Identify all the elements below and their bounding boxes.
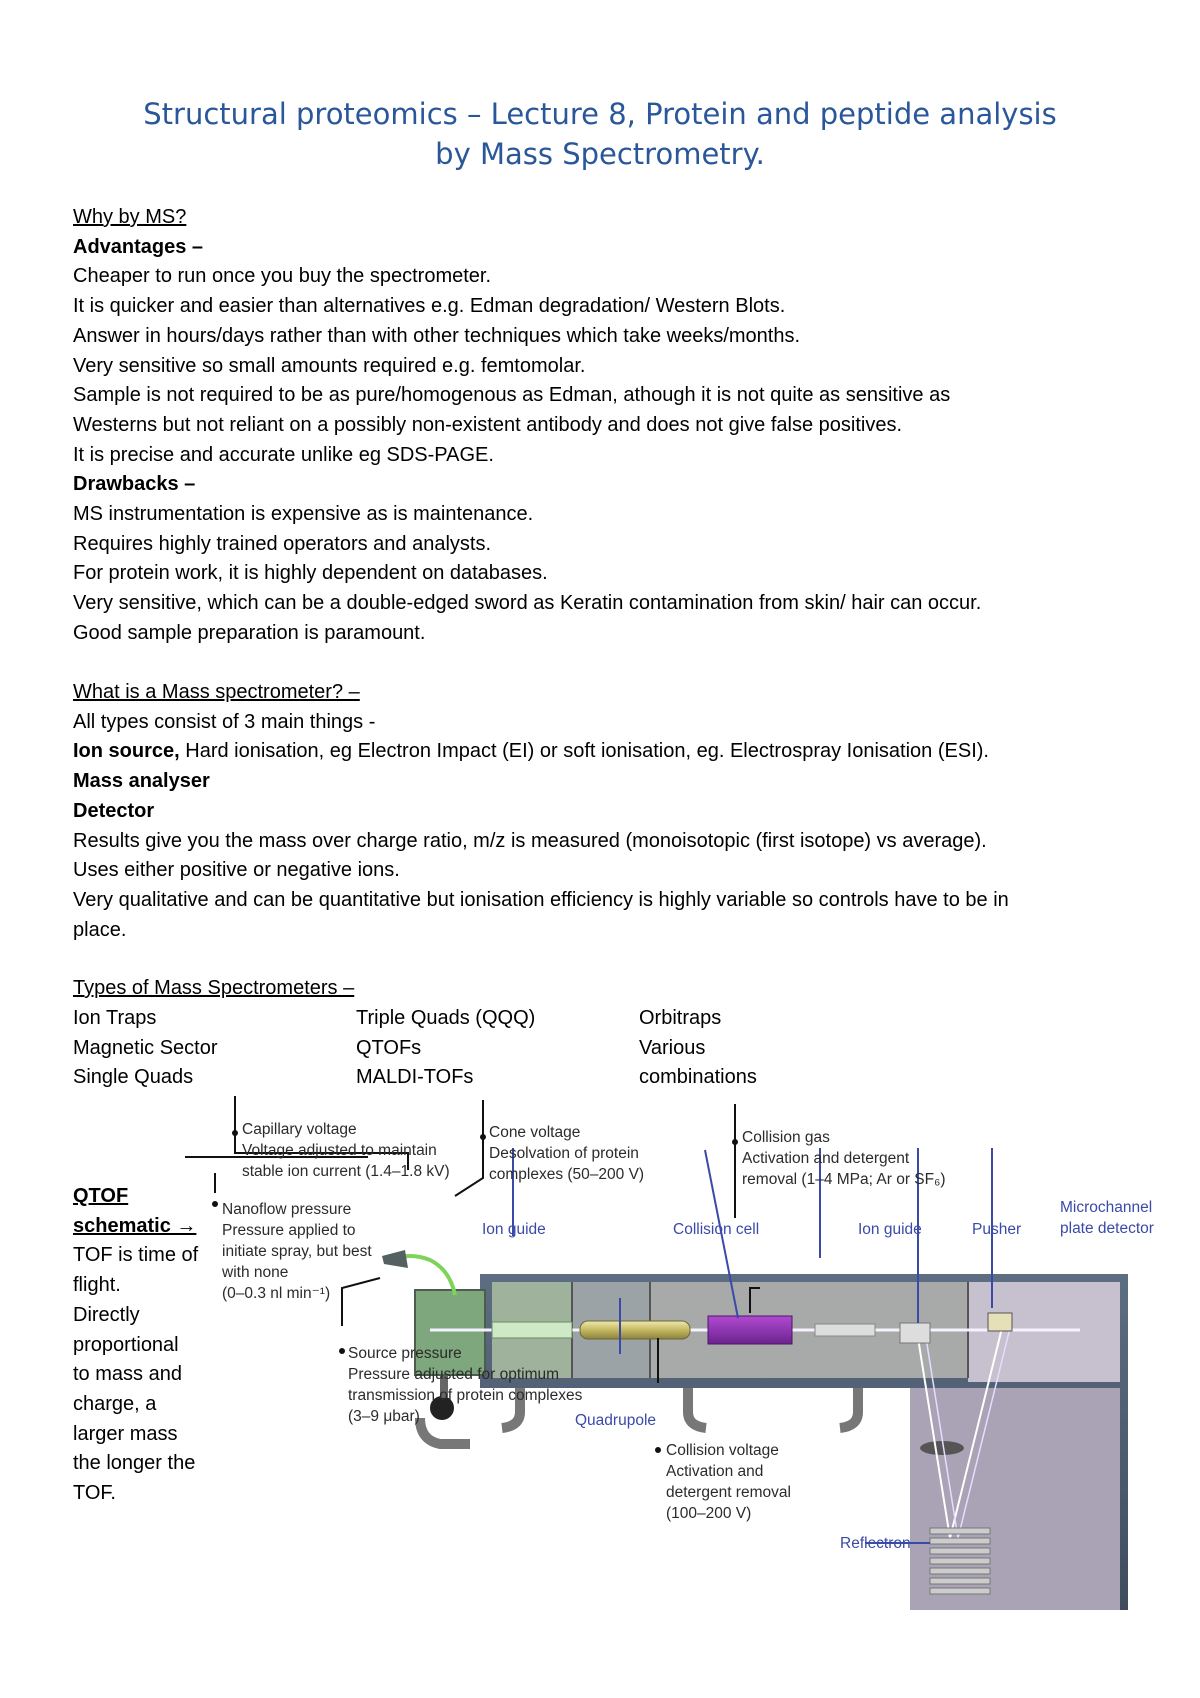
- qtof-heading-1: QTOF: [73, 1185, 129, 1207]
- capillary-desc: Voltage adjusted to maintain: [242, 1142, 437, 1159]
- qtof-schematic: [222, 1118, 1170, 1608]
- what-line: Results give you the mass over charge ratio, m/z is measured (monoisotopic (first isotope) vs average).: [73, 829, 987, 852]
- types-heading-block: [73, 974, 1143, 1004]
- collision-cell-label: Collision cell: [673, 1221, 760, 1238]
- drawback-line: Good sample preparation is paramount.: [73, 621, 426, 644]
- types-cell: Single Quads: [73, 1066, 194, 1089]
- drawbacks-heading: Drawbacks –: [73, 473, 196, 496]
- ion-source-text: Hard ionisation, eg Electron Impact (EI) or soft ionisation, eg. Electrospray Ionisation (ESI).: [179, 740, 989, 763]
- collision-gas-title: Collision gas: [742, 1129, 830, 1146]
- pusher-label: Pusher: [972, 1221, 1022, 1238]
- qtof-line: flight.: [73, 1274, 121, 1297]
- what-section: [73, 678, 1143, 945]
- advantage-line: It is precise and accurate unlike eg SDS-PAGE.: [73, 443, 494, 466]
- why-heading: Why by MS?: [73, 206, 187, 228]
- collision-gas-label: [742, 1129, 946, 1188]
- what-intro: All types consist of 3 main things -: [73, 710, 376, 733]
- what-line: Uses either positive or negative ions.: [73, 859, 400, 882]
- qtof-line: proportional: [73, 1333, 179, 1356]
- reflectron-stack: [930, 1528, 990, 1594]
- cone-range: complexes (50–200 V): [489, 1166, 645, 1183]
- source-range: (3–9 μbar): [348, 1408, 420, 1425]
- types-cell: Orbitraps: [639, 1007, 722, 1029]
- capillary-label: [242, 1121, 450, 1180]
- advantage-line: Answer in hours/days rather than with other techniques which take weeks/months.: [73, 324, 801, 347]
- qtof-line: charge, a: [73, 1392, 157, 1415]
- cone-desc: Desolvation of protein: [489, 1145, 639, 1162]
- types-cell: QTOFs: [356, 1036, 422, 1059]
- drawback-line: Requires highly trained operators and analysts.: [73, 532, 492, 555]
- types-cell: combinations: [639, 1066, 757, 1089]
- source-title: Source pressure: [348, 1345, 462, 1362]
- ion-source-label: Ion source,: [73, 740, 180, 763]
- nanoflow-title: Nanoflow pressure: [222, 1201, 352, 1218]
- what-line: Very qualitative and can be quantitative but ionisation efficiency is highly variable so controls have to be in: [73, 888, 1009, 911]
- advantage-line: Very sensitive so small amounts required e.g. femtomolar.: [73, 354, 586, 377]
- collision-voltage-desc-2: detergent removal: [666, 1484, 791, 1501]
- source-desc-2: transmission of protein complexes: [348, 1387, 583, 1404]
- instrument-body: [382, 1250, 1128, 1610]
- collision-gas-desc: Activation and detergent: [742, 1150, 910, 1167]
- nanoflow-desc-3: with none: [222, 1264, 289, 1281]
- advantages-heading: Advantages –: [73, 235, 204, 258]
- mcp-line-1: Microchannel: [1060, 1199, 1153, 1216]
- collision-voltage-title: Collision voltage: [666, 1442, 779, 1459]
- what-heading: What is a Mass spectrometer? –: [73, 681, 360, 703]
- source-desc-1: Pressure adjusted for optimum: [348, 1366, 560, 1383]
- collision-voltage-label: [666, 1442, 795, 1522]
- why-section: [73, 203, 1143, 649]
- what-line: place.: [73, 918, 127, 941]
- advantage-line: Westerns but not reliant on a possibly non-existent antibody and does not give false positives.: [73, 413, 903, 436]
- qtof-description: [73, 1182, 233, 1509]
- collision-voltage-desc-1: Activation and: [666, 1463, 764, 1480]
- advantage-line: It is quicker and easier than alternatives e.g. Edman degradation/ Western Blots.: [73, 295, 786, 318]
- drawback-line: Very sensitive, which can be a double-edged sword as Keratin contamination from skin/ hair can occur.: [73, 592, 982, 615]
- ion-guide-2-label: Ion guide: [858, 1221, 922, 1238]
- mcp-line-2: plate detector: [1060, 1220, 1154, 1237]
- qtof-line: TOF is time of: [73, 1244, 199, 1267]
- reflectron-label: Reflectron: [840, 1535, 911, 1552]
- types-cell: Triple Quads (QQQ): [356, 1007, 536, 1029]
- nanoflow-label: [221, 1201, 376, 1302]
- ion-source-line: [73, 737, 1143, 767]
- drawback-line: MS instrumentation is expensive as is maintenance.: [73, 503, 534, 526]
- title-line-1: Structural proteomics – Lecture 8, Protein and peptide analysis: [143, 97, 1057, 131]
- ion-guide-1-label: Ion guide: [482, 1221, 546, 1238]
- qtof-line: larger mass: [73, 1422, 178, 1445]
- cone-label: [489, 1124, 644, 1183]
- capillary-title: Capillary voltage: [242, 1121, 357, 1138]
- nanoflow-range: (0–0.3 nl min⁻¹): [222, 1285, 331, 1302]
- qtof-line: TOF.: [73, 1482, 116, 1505]
- types-row: [73, 1063, 922, 1093]
- types-cell: Ion Traps: [73, 1007, 157, 1029]
- types-heading: Types of Mass Spectrometers –: [73, 977, 355, 999]
- title-line-2: by Mass Spectrometry.: [435, 137, 765, 171]
- types-cell: Magnetic Sector: [73, 1036, 218, 1059]
- types-cell: Various: [639, 1036, 706, 1059]
- qtof-heading-2: schematic →: [73, 1214, 197, 1237]
- qtof-line: the longer the: [73, 1452, 196, 1475]
- capillary-range: stable ion current (1.4–1.8 kV): [242, 1163, 450, 1180]
- collision-gas-range: removal (1–4 MPa; Ar or SF₆): [742, 1171, 946, 1188]
- document-title: [0, 94, 1200, 174]
- types-cell: MALDI-TOFs: [356, 1066, 474, 1089]
- detector-label: Detector: [73, 799, 155, 822]
- advantage-line: Cheaper to run once you buy the spectrometer.: [73, 265, 492, 288]
- qtof-line: to mass and: [73, 1363, 182, 1386]
- types-row: [73, 1034, 922, 1064]
- mass-analyser-label: Mass analyser: [73, 770, 210, 793]
- mcp-label: [1060, 1199, 1157, 1237]
- drawback-line: For protein work, it is highly dependent on databases.: [73, 562, 548, 585]
- collision-voltage-range: (100–200 V): [666, 1505, 752, 1522]
- advantage-line: Sample is not required to be as pure/homogenous as Edman, athough it is not quite as sensitive as: [73, 384, 951, 407]
- qtof-line: Directly: [73, 1303, 140, 1326]
- nanoflow-desc-1: Pressure applied to: [222, 1222, 356, 1239]
- types-row: [73, 1004, 922, 1034]
- types-table: [73, 1004, 922, 1093]
- cone-title: Cone voltage: [489, 1124, 581, 1141]
- nanoflow-desc-2: initiate spray, but best: [222, 1243, 372, 1260]
- quadrupole-label: Quadrupole: [575, 1412, 657, 1429]
